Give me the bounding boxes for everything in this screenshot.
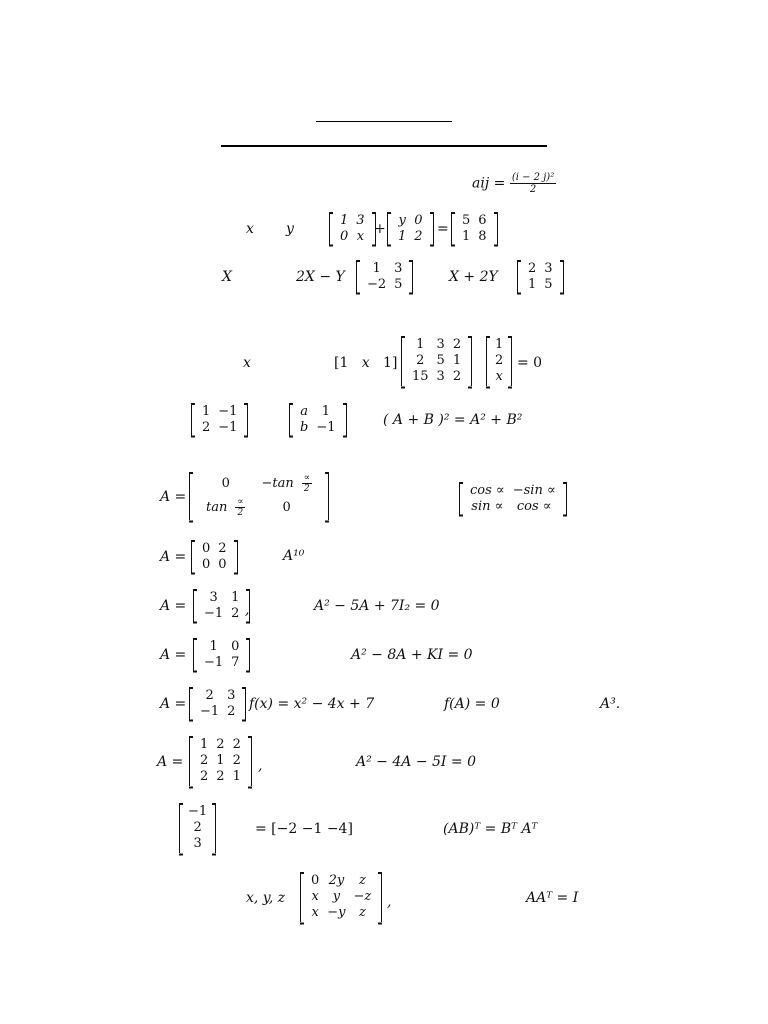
- q7-power: A¹⁰: [283, 548, 305, 564]
- title-underline-short: [316, 121, 452, 122]
- q11-lhs: A =: [157, 754, 184, 770]
- q5-matrix-b: a 1 b −1: [289, 403, 347, 437]
- q8-comma: ,: [245, 602, 250, 618]
- q4-equals-zero: = 0: [517, 355, 543, 371]
- q2-matrix-3: 5 6 1 8: [451, 212, 498, 246]
- q10-lhs: A =: [160, 696, 187, 712]
- q7-lhs: A =: [160, 549, 187, 565]
- q11-equation: A² − 4A − 5I = 0: [356, 754, 476, 770]
- q6-rotation-matrix: cos ∝ −sin ∝ sin ∝ cos ∝: [459, 482, 567, 516]
- q2-var-y: y: [286, 221, 294, 237]
- q6-lhs: A =: [160, 489, 187, 505]
- q13-comma: ,: [387, 894, 392, 910]
- q9-matrix: 1 0 −1 7: [193, 638, 250, 672]
- q10-matrix: 2 3 −1 2: [189, 687, 246, 721]
- q8-matrix: 3 1 −1 2: [193, 589, 250, 623]
- q3-matrix-2: 2 3 1 5: [517, 260, 564, 294]
- q3-expr1: 2X − Y: [296, 269, 345, 285]
- q9-equation: A² − 8A + KI = 0: [351, 647, 473, 663]
- q2-var-x: x: [246, 221, 254, 237]
- q2-plus: +: [374, 221, 386, 237]
- q5-matrix-a: 1 −1 2 −1: [191, 403, 248, 437]
- q3-matrix-1: 1 3 −2 5: [356, 260, 413, 294]
- q1-formula: aij = $\frac{\text{(i − 2 j)²}}{2}$: [472, 172, 555, 195]
- q4-column-vector: 1 2 x: [486, 336, 512, 386]
- q10-function: f(x) = x² − 4x + 7: [249, 696, 375, 712]
- q2-matrix-1: 1 3 0 x: [329, 212, 376, 246]
- q9-lhs: A =: [160, 647, 187, 663]
- q4-matrix: 1 3 2 2 5 1 15 3 2: [401, 336, 472, 386]
- q4-x: x: [243, 355, 251, 371]
- q8-equation: A² − 5A + 7I₂ = 0: [314, 598, 440, 614]
- q2-equals: =: [437, 221, 449, 237]
- q3-X: X: [222, 269, 232, 285]
- q12-column-vector: −1 2 3: [179, 803, 216, 853]
- q11-comma: ,: [258, 758, 263, 774]
- q11-matrix: 1 2 2 2 1 2 2 2 1: [189, 736, 252, 786]
- q8-lhs: A =: [160, 598, 187, 614]
- q13-matrix: 0 2y z x y −z x −y z: [300, 872, 382, 922]
- q6-matrix-tan: 0 −tan $\frac{\propto}{2}$ tan $\frac{\propto}{2}$ 0: [189, 472, 329, 520]
- q4-row-vector: [1 x 1]: [334, 355, 398, 371]
- q5-equation: ( A + B )² = A² + B²: [383, 412, 523, 428]
- q13-vars: x, y, z: [246, 890, 286, 906]
- q12-transpose-identity: (AB)ᵀ = Bᵀ Aᵀ: [443, 821, 538, 837]
- q3-expr2: X + 2Y: [449, 269, 498, 285]
- q13-equation: AAᵀ = I: [526, 890, 579, 906]
- title-underline-long: [221, 145, 547, 147]
- q10-a-cubed: A³.: [600, 696, 621, 712]
- q12-row-vector: = [−2 −1 −4]: [255, 821, 353, 837]
- q10-f-of-a: f(A) = 0: [444, 696, 500, 712]
- q2-matrix-2: y 0 1 2: [387, 212, 434, 246]
- q7-matrix: 0 2 0 0: [191, 540, 238, 574]
